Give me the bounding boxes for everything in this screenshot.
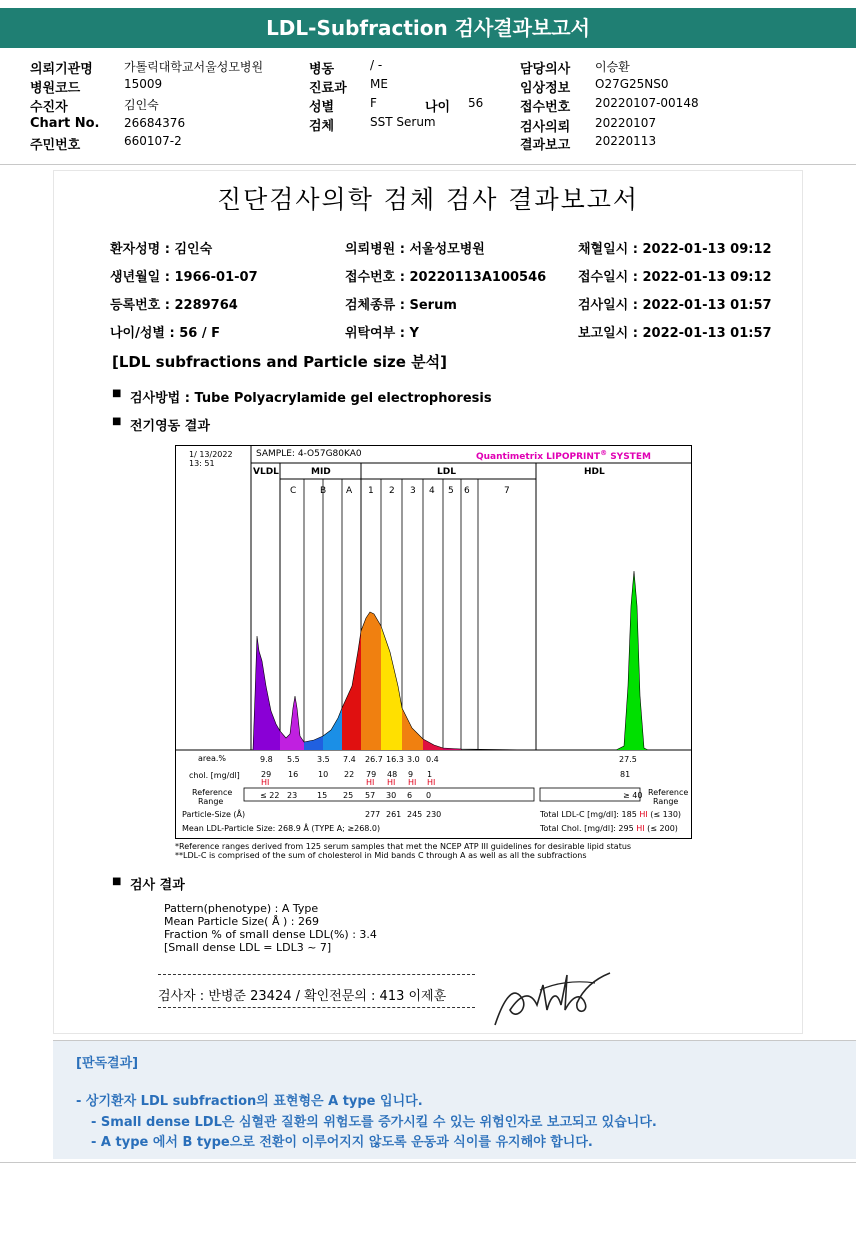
chart-date: 1/ 13/2022 xyxy=(189,450,233,459)
band-label: 4 xyxy=(429,486,435,496)
info-value: 56 xyxy=(468,96,484,110)
particle-size-value: 261 xyxy=(386,810,402,819)
curve-segment xyxy=(381,626,402,750)
mean-particle-size: Mean LDL-Particle Size: 268.9 Å (TYPE A; ≥268.0) xyxy=(182,824,381,833)
footnote: **LDL-C is comprised of the sum of cholesterol in Mid bands C through A as well as all the subfractions xyxy=(175,851,587,860)
ref-value: 0 xyxy=(426,791,432,800)
band-label: 2 xyxy=(389,486,395,496)
info-value: 20220113 xyxy=(595,134,657,148)
info-value: / - xyxy=(370,58,383,72)
band-label: 5 xyxy=(448,486,454,496)
result-line: [Small dense LDL = LDL3 ~ 7] xyxy=(164,941,332,954)
info-value: 660107-2 xyxy=(124,134,182,148)
ref-value: 25 xyxy=(343,791,354,800)
info-value: O27G25NS0 xyxy=(595,77,669,91)
footnote: *Reference ranges derived from 125 serum samples that met the NCEP ATP III guidelines for desirable lipid status xyxy=(175,842,632,851)
curve-segment xyxy=(616,571,648,750)
info-value: SST Serum xyxy=(370,115,436,129)
info-value: ME xyxy=(370,77,388,91)
curve-outline xyxy=(253,571,648,750)
chart-sample: SAMPLE: 4-O57G80KA0 xyxy=(256,449,362,459)
curve-segment xyxy=(280,696,304,750)
report-info: 접수번호 : 20220113A100546 xyxy=(345,270,547,285)
bullet-icon: ■ xyxy=(112,876,122,887)
band-label: 7 xyxy=(504,486,510,496)
info-value: 15009 xyxy=(124,77,163,91)
area-value: 3.5 xyxy=(317,755,330,764)
signature-image xyxy=(485,965,615,1030)
chol-flag: HI xyxy=(427,778,436,787)
bullet-icon: ■ xyxy=(112,388,122,399)
group-label-ldl: LDL xyxy=(437,467,456,477)
signature-line-text: 검사자 : 반병준 23424 / 확인전문의 : 413 이제훈 xyxy=(158,989,447,1004)
info-label: Chart No. xyxy=(30,116,100,131)
area-value: 7.4 xyxy=(343,755,356,764)
chol-value: 1 xyxy=(427,770,433,779)
info-label: 주민번호 xyxy=(30,138,81,153)
curve-segment xyxy=(253,636,280,750)
info-label: 검체 xyxy=(309,119,335,134)
chol-value: 9 xyxy=(408,770,414,779)
section-title: [LDL subfractions and Particle size 분석] xyxy=(112,353,448,371)
ref-value: 6 xyxy=(407,791,413,800)
ref-value: 23 xyxy=(287,791,298,800)
particle-size-value: 277 xyxy=(365,810,381,819)
chol-flag: HI xyxy=(408,778,417,787)
group-label-mid: MID xyxy=(311,467,331,477)
chol-value: 81 xyxy=(620,770,631,779)
interpretation-line: - 상기환자 LDL subfraction의 표현형은 A type 입니다. xyxy=(76,1094,423,1109)
particle-size-label: Particle-Size (Å) xyxy=(182,810,246,819)
chol-value: 48 xyxy=(387,770,398,779)
interpretation-label: [판독결과] xyxy=(76,1056,139,1071)
interpretation-line: - Small dense LDL은 심혈관 질환의 위험도를 증가시킬 수 있는 위험인자로 보고되고 있습니다. xyxy=(91,1115,657,1130)
chol-value: 16 xyxy=(288,770,299,779)
info-value: 20220107-00148 xyxy=(595,96,699,110)
area-value: 5.5 xyxy=(287,755,300,764)
info-value: 20220107 xyxy=(595,116,657,130)
chol-value: 22 xyxy=(344,770,355,779)
info-label: 담당의사 xyxy=(520,62,571,77)
report-info: 의뢰병원 : 서울성모병원 xyxy=(345,242,485,257)
info-label: 성별 xyxy=(309,100,335,115)
info-label: 검사의뢰 xyxy=(520,120,571,135)
chol-flag: HI xyxy=(387,778,396,787)
electrophoresis-chart xyxy=(175,445,692,839)
curve-segment xyxy=(304,736,323,750)
area-value: 16.3 xyxy=(386,755,404,764)
info-value: 26684376 xyxy=(124,116,186,130)
report-info: 검사일시 : 2022-01-13 01:57 xyxy=(578,298,772,313)
particle-size-value: 245 xyxy=(407,810,423,819)
dashed-line xyxy=(158,1007,475,1008)
group-label-vldl: VLDL xyxy=(253,467,279,477)
result-line: Fraction % of small dense LDL(%) : 3.4 xyxy=(164,928,377,941)
report-info: 보고일시 : 2022-01-13 01:57 xyxy=(578,326,772,341)
info-label: 수진자 xyxy=(30,100,68,115)
area-value: 9.8 xyxy=(260,755,273,764)
ref-label: Reference xyxy=(192,788,233,797)
total-ldl: Total LDL-C [mg/dl]: 185 HI (≤ 130) xyxy=(540,810,682,819)
report-info: 나이/성별 : 56 / F xyxy=(110,326,221,341)
band-label: 6 xyxy=(464,486,470,496)
method-text: 검사방법 : Tube Polyacrylamide gel electrophoresis xyxy=(130,391,492,406)
area-value: 26.7 xyxy=(365,755,383,764)
chol-value: 10 xyxy=(318,770,329,779)
info-value: 이승환 xyxy=(595,60,630,74)
chol-flag: HI xyxy=(366,778,375,787)
band-label: C xyxy=(290,486,297,496)
ref-value: 30 xyxy=(386,791,397,800)
info-label: 의뢰기관명 xyxy=(30,62,93,77)
info-value: F xyxy=(370,96,377,110)
area-value: 0.4 xyxy=(426,755,439,764)
info-label: 결과보고 xyxy=(520,138,571,153)
report-info: 생년월일 : 1966-01-07 xyxy=(110,270,258,285)
divider xyxy=(0,164,856,165)
band-label: 3 xyxy=(410,486,416,496)
result-line: Pattern(phenotype) : A Type xyxy=(164,902,319,915)
band-label: B xyxy=(320,486,327,496)
report-info: 위탁여부 : Y xyxy=(345,326,419,341)
particle-size-value: 230 xyxy=(426,810,442,819)
ref-value: 15 xyxy=(317,791,328,800)
report-header-title: LDL-Subfraction 검사결과보고서 xyxy=(0,8,856,48)
interpretation-line: - A type 에서 B type으로 전환이 이루어지지 않도록 운동과 식이를 유지해야 합니다. xyxy=(91,1135,593,1150)
report-info: 환자성명 : 김인숙 xyxy=(110,242,213,257)
result-heading: 검사 결과 xyxy=(130,878,185,893)
bullet-icon: ■ xyxy=(112,416,122,427)
report-info: 등록번호 : 2289764 xyxy=(110,298,238,313)
chol-label: chol. [mg/dl] xyxy=(189,771,240,780)
ref-label: Range xyxy=(198,797,224,806)
dashed-line xyxy=(158,974,475,975)
band-label: A xyxy=(346,486,353,496)
area-value: 27.5 xyxy=(619,755,637,764)
chol-flag: HI xyxy=(261,778,270,787)
info-label: 병동 xyxy=(309,62,335,77)
ref-hdl-value: ≥ 40 xyxy=(623,791,643,800)
info-label: 접수번호 xyxy=(520,100,571,115)
area-value: 3.0 xyxy=(407,755,420,764)
band-label: 1 xyxy=(368,486,374,496)
ref-label-right: Reference xyxy=(648,788,689,797)
info-value: 김인숙 xyxy=(124,98,159,112)
report-info: 접수일시 : 2022-01-13 09:12 xyxy=(578,270,772,285)
chol-value: 79 xyxy=(366,770,377,779)
info-label: 나이 xyxy=(425,100,451,115)
info-value: 가톨릭대학교서울성모병원 xyxy=(124,60,264,74)
chart-time: 13: 51 xyxy=(189,459,215,468)
divider xyxy=(0,1162,856,1163)
info-label: 진료과 xyxy=(309,81,347,96)
chol-value: 29 xyxy=(261,770,272,779)
result-line: Mean Particle Size( Å ) : 269 xyxy=(164,915,319,928)
ref-value: ≤ 22 xyxy=(260,791,280,800)
total-chol: Total Chol. [mg/dl]: 295 HI (≤ 200) xyxy=(540,824,678,833)
report-info: 검체종류 : Serum xyxy=(345,298,457,313)
ref-label-right: Range xyxy=(653,797,679,806)
report-title: 진단검사의학 검체 검사 결과보고서 xyxy=(216,185,640,214)
curve-segment xyxy=(361,612,381,750)
ref-value: 57 xyxy=(365,791,376,800)
area-label: area.% xyxy=(198,754,226,763)
report-info: 채혈일시 : 2022-01-13 09:12 xyxy=(578,242,772,257)
chart-brand: Quantimetrix LIPOPRINT® SYSTEM xyxy=(476,449,651,462)
curve-segment xyxy=(323,708,342,750)
info-label: 임상정보 xyxy=(520,81,571,96)
electro-heading: 전기영동 결과 xyxy=(130,419,210,434)
group-label-hdl: HDL xyxy=(584,467,605,477)
info-label: 병원코드 xyxy=(30,81,81,96)
